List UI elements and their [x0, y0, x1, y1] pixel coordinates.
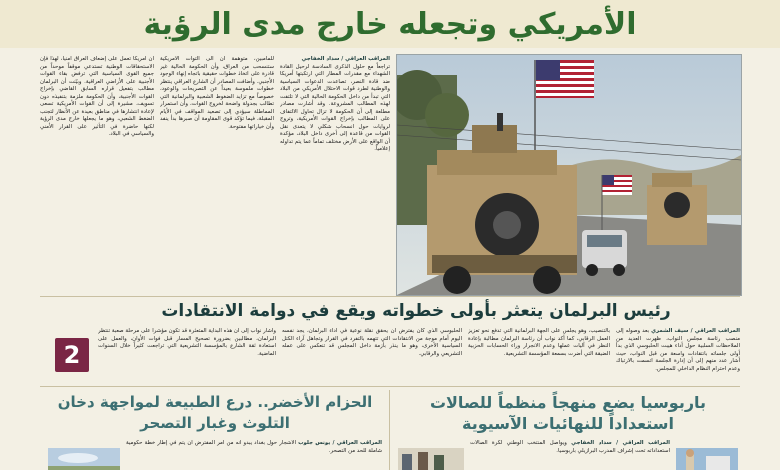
mid-column-1 — [616, 328, 740, 382]
military-vehicles-photo — [396, 54, 742, 296]
mid-text-1: بعد وصوله إلى منصب رئاسة مجلس النواب، ظهرت العديد من الملاحظات السلبية حول أداء هيبت الحلبوسي الذي بدأ أولى جلساته بانتقادات واسعة من قبل النواب، حيث أشار عدد منهم إلى أن إدارة الجلسة اتسمت بالارتباك وعدم احترام النظام الداخلي للمجلس. — [616, 328, 740, 372]
bottom-left-byline: المراقب العراقي / يونس جلوب — [298, 440, 382, 446]
sub-headline-bar — [96, 298, 736, 324]
bottom-right-headline: باربوسيا يضع منهجاً منظماً للصالات استعداداً للنهائيات الآسيوية — [429, 393, 707, 433]
article-text-2: للمامبين، متوهمة أن الى التوات الأمريكية ستنسحب من العراق، وأن الحكومة الحالية غير قادرة على اتخاذ خطوات حقيقية باتجاه إنهاء الوجود الأجنبي. وأضافت المصادر أن الشارع العراقي ينتظر خطوات ملموسة بعيداً عن التصريحات والوعود، خصوصاً مع تزايد الضغوط الشعبية والبرلمانية التي تطالب بجدولة واضحة لخروج القوات، وأن استمرار المماطلة سيؤدي إلى تصعيد المواقف في الأيام المقبلة، فيما تؤكد قوى المقاومة أن صبرها بدأ ينفد وأن خياراتها مفتوحة. — [160, 56, 274, 130]
vertical-divider — [389, 390, 390, 470]
photo-illustration — [397, 55, 741, 295]
bottom-left-headline: الحزام الأخضر.. درع الطبيعة لمواجهة دخان التلوث وغبار التصحر — [57, 393, 373, 432]
crowd-photo-illustration — [398, 448, 464, 470]
mid-column-2 — [468, 328, 610, 382]
bottom-left-text: الأشجار حول بغداد يبدو أنه من أمر المفترض أن يتم في إطار خطة حكومية شاملة للحد من التصحر. — [126, 440, 382, 454]
mid-text-3: الحلبوسي الذي كان يفترض أن يحقق نقلة نوعية في أداء البرلمان، يجد نفسه اليوم أمام موجة من الانتقادات التي تتهمه بالتفرد في القرار وتجاهل آراء الكتل السياسية الأخرى، وهو ما ينذر بأزمة داخل المجلس قد تنعكس على عمله التشريعي والرقابي. — [282, 328, 462, 357]
main-headline-bar — [0, 0, 780, 48]
player-photo-illustration — [676, 448, 738, 470]
sky-photo-illustration — [48, 448, 120, 470]
section-number-badge: 2 — [55, 338, 89, 372]
sub-headline: رئيس البرلمان يتعثر بأولى خطواته ويقع في دوامة الانتقادات — [161, 301, 671, 321]
bottom-right-text: ويواصل المنتخب الوطني لكرة الصالات استعداداته تحت إشراف المدرب البرازيلي باربوسيا. — [470, 440, 670, 454]
article-byline: المراقب العراقي / سداد الخفاجي — [301, 56, 390, 62]
main-headline: الأمريكي وتجعله خارج مدى الرؤية — [143, 6, 637, 42]
green-belt-photo — [48, 448, 120, 470]
article-text-3: أن أمريكا تعمل على إضعاف العراق أمنياً، لهذا فإن الاستحقاقات الوطنية تستدعي موقفاً موحداً من جميع القوى السياسية التي ترفض بقاء القوات الأجنبية على الأراضي العراقية. وبيّنت أن البرلمان مطالب بتفعيل قراره السابق القاضي بإخراج القوات الأجنبية، وأن الحكومة ملزمة بتنفيذه دون تسويف، مشيرة إلى أن القوات الأمريكية تسعى لإعادة انتشارها في مناطق بعيدة عن الأنظار لتجنب الضغط الشعبي، وهو ما يجعلها خارج مدى الرؤية لكنها حاضرة في التأثير على القرار الأمني والسياسي في البلاد. — [40, 56, 154, 137]
lower-divider — [40, 386, 740, 387]
article-column-3 — [40, 56, 154, 292]
bottom-right-photo-2 — [398, 448, 464, 470]
mid-text-4: وأشار نواب إلى أن هذه البداية المتعثرة قد تكون مؤشراً على مرحلة صعبة تنتظر البرلمان، مطالبين بضرورة تصحيح المسار قبل فوات الأوان، والعمل على استعادة ثقة الشارع بالمؤسسة التشريعية التي تراجعت كثيراً خلال السنوات الماضية. — [98, 328, 276, 357]
bottom-right-byline: المراقب العراقي / سداد الخفاجي — [571, 440, 670, 446]
mid-byline: المراقب العراقي / سيف الشمري — [651, 328, 740, 334]
section-divider — [40, 296, 740, 297]
bottom-left-column — [126, 440, 382, 470]
article-column-1 — [280, 56, 390, 292]
mid-text-2: بالتنصيب، وهو يجلس على الجهة البرلمانية التي تدفع نحو تعزيز العمل الرقابي، كما أكد نواب أن رئاسة البرلمان مطالبة بإعادة النظر في آليات عملها وعدم الانجرار وراء الحسابات الحزبية الضيقة التي أضرت بسمعة المؤسسة التشريعية. — [468, 328, 610, 357]
article-text-1: تراجعاً مع حلول الذكرى السادسة لرحيل القادة الشهداء مع مقدرات المطار التي ارتكبتها أمريكا ضد قادة النصر، تصاعدت الدعوات السياسية والوطنية لطرد قوات الاحتلال الأمريكي من البلاد التي تبدأ من داخل الحكومة الحالية التي لا تلتفت لهذه المطالب المشروعة. وقد أشارت مصادر مطلعة إلى أن الحكومة لا تزال تحاول الالتفاف على المطالب بإخراج القوات الأمريكية، وتروج لروايات حول انسحاب شكلي لا يتعدى نقل القوات من قاعدة إلى أخرى داخل البلاد، مؤكدة أن الواقع على الأرض مختلف تماماً عما يتم تداوله إعلامياً. — [280, 63, 390, 152]
mid-column-3 — [282, 328, 462, 382]
bottom-right-column — [470, 440, 670, 470]
player-photo — [676, 448, 738, 470]
mid-column-4 — [98, 328, 276, 382]
article-column-2 — [160, 56, 274, 292]
